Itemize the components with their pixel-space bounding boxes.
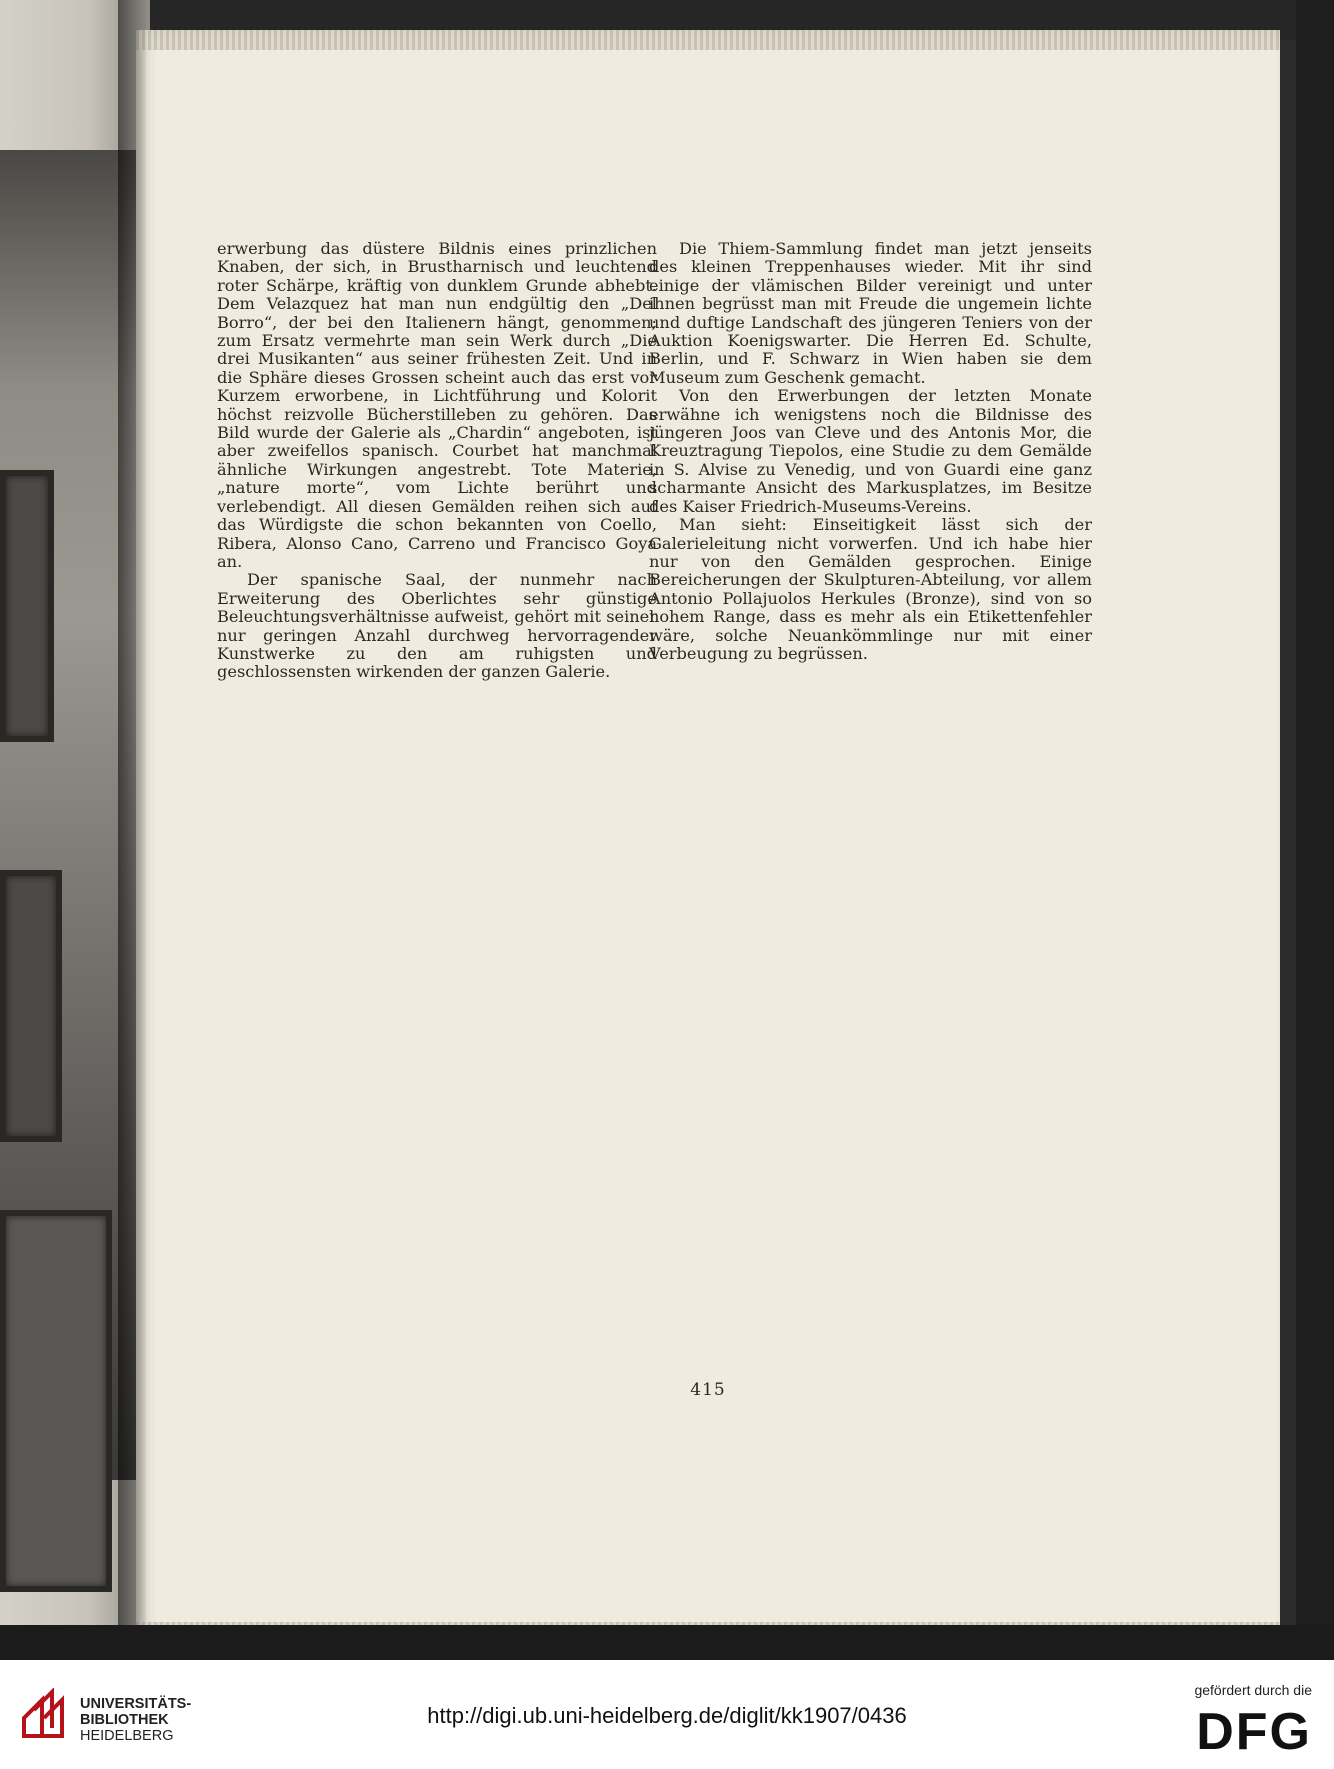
scan-backdrop-bottom xyxy=(0,1625,1334,1660)
dfg-logo[interactable]: DFG xyxy=(1196,1703,1312,1761)
book-gutter-shadow xyxy=(118,0,146,1650)
paragraph: Man sieht: Einseitigkeit lässt sich der Galerieleitung nicht vorwerfen. Und ich habe hier nur von den Gemälden gesprochen. Einige Bereicherungen der Skulpturen-Abteilung, vor allem Antonio Pollajuolos Herkules (Bronze), sind von so hohem Range, dass es mehr als ein Etikettenfehler wäre, solche Neuankömmlinge nur mit einer Verbeugung zu begrüssen. xyxy=(649,515,1092,663)
page-number: 415 xyxy=(690,1380,726,1400)
text-column-left xyxy=(217,240,657,682)
library-name-line: HEIDELBERG xyxy=(80,1728,174,1744)
paragraph: Die Thiem-Sammlung findet man jetzt jenseits des kleinen Treppenhauses wieder. Mit ihr sind einige der vlämischen Bilder vereinigt und unter ihnen begrüsst man mit Freude die ungemein lichte und duftige Landschaft des jüngeren Teniers von der Auktion Koenigswarter. Die Herren Ed. Schulte, Berlin, und F. Schwarz in Wien haben sie dem Museum zum Geschenk gemacht. xyxy=(649,239,1092,387)
paragraph: erwerbung das düstere Bildnis eines prinzlichen Knaben, der sich, in Brustharnisch und leuchtend roter Schärpe, kräftig von dunklem Grunde abhebt. Dem Velazquez hat man nun endgültig den „Del Borro“, der bei den Italienern hängt, genommen; zum Ersatz vermehrte man sein Werk durch „Die drei Musikanten“ aus seiner frühesten Zeit. Und in die Sphäre dieses Grossen scheint auch das erst vor Kurzem erworbene, in Lichtführung und Kolorit höchst reizvolle Bücherstilleben zu gehören. Das Bild wurde der Galerie als „Chardin“ angeboten, ist aber zweifellos spanisch. Courbet hat manchmal ähnliche Wirkungen angestrebt. Tote Materie, „nature morte“, vom Lichte berührt und verlebendigt. All diesen Gemälden reihen sich auf das Würdigste die schon bekannten von Coello, Ribera, Alonso Cano, Carreno und Francisco Goya an. xyxy=(217,239,657,571)
paragraph: Der spanische Saal, der nunmehr nach Erweiterung des Oberlichtes sehr günstige Beleuchtungsverhältnisse aufweist, gehört mit seiner nur geringen Anzahl durchweg hervorragender Kunstwerke zu den am ruhigsten und geschlossensten wirkenden der ganzen Galerie. xyxy=(217,570,657,682)
book-page xyxy=(136,30,1280,1638)
text-column-right xyxy=(649,240,1092,663)
paragraph: Von den Erwerbungen der letzten Monate erwähne ich wenigstens noch die Bildnisse des jüngeren Joos van Cleve und des Antonis Mor, die Kreuztragung Tiepolos, eine Studie zu dem Gemälde in S. Alvise zu Venedig, und von Guardi eine ganz scharmante Ansicht des Markusplatzes, im Besitze des Kaiser Friedrich-Museums-Vereins. xyxy=(649,386,1092,516)
funding-label: gefördert durch die xyxy=(1194,1682,1312,1698)
page-edge-top xyxy=(136,30,1280,50)
library-name-line: UNIVERSITÄTS- xyxy=(80,1696,192,1712)
viewer-footer xyxy=(0,1660,1334,1769)
scan-backdrop-right xyxy=(1296,0,1334,1650)
framed-painting-1 xyxy=(0,470,54,742)
permalink-url[interactable]: http://digi.ub.uni-heidelberg.de/diglit/kk1907/0436 xyxy=(427,1703,907,1728)
framed-painting-3 xyxy=(0,1210,112,1592)
library-name-line: BIBLIOTHEK xyxy=(80,1712,169,1728)
framed-painting-2 xyxy=(0,870,62,1142)
